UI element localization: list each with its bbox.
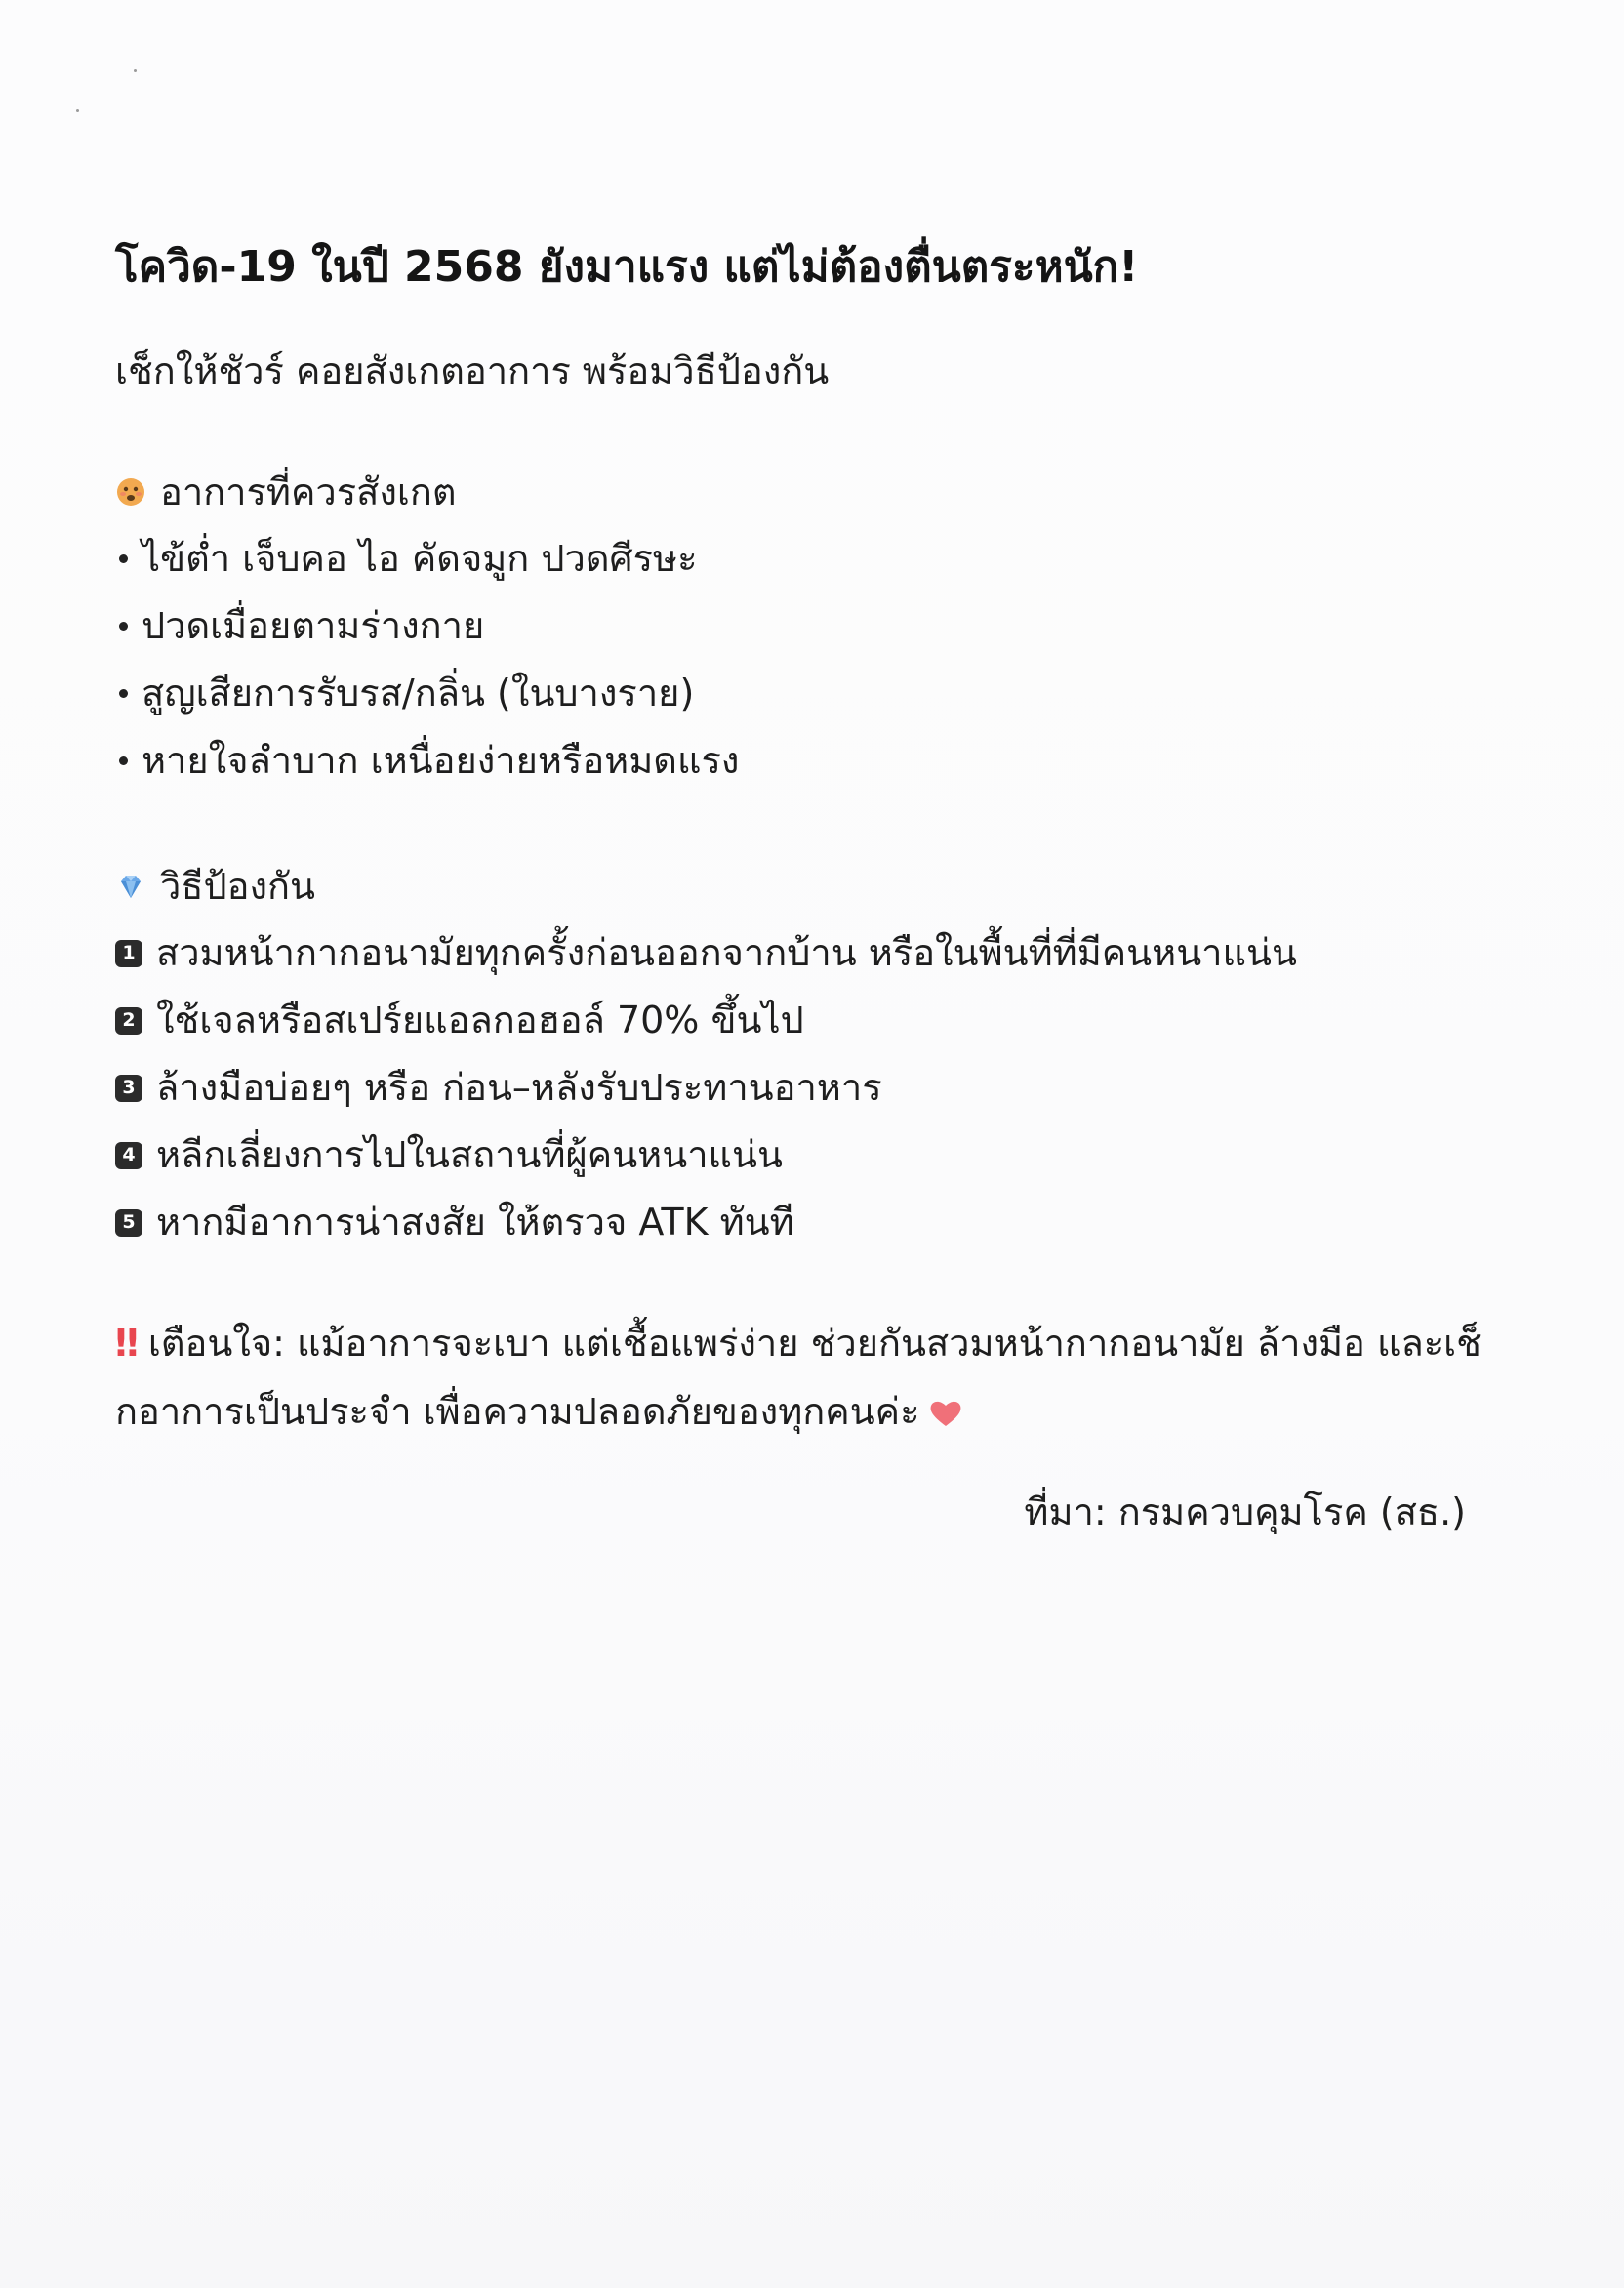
list-item <box>115 1189 1521 1256</box>
list-item-text: ล้างมือบ่อยๆ หรือ ก่อน–หลังรับประทานอาหาร <box>156 1066 882 1109</box>
list-item-text: สวมหน้ากากอนามัยทุกครั้งก่อนออกจากบ้าน หรือในพื้นที่ที่มีคนหนาแน่น <box>156 931 1297 974</box>
list-item-text: หากมีอาการน่าสงสัย ให้ตรวจ ATK ทันที <box>156 1201 794 1244</box>
list-item-text: หายใจลำบาก เหนื่อยง่ายหรือหมดแรง <box>142 739 740 782</box>
double-exclamation-icon: ‼ <box>115 1322 139 1365</box>
prevention-heading-label: วิธีป้องกัน <box>160 865 316 908</box>
list-item <box>115 987 1521 1054</box>
list-item <box>115 525 1521 592</box>
list-item <box>115 919 1521 987</box>
document-content <box>115 232 1521 1541</box>
source-credit: ที่มา: กรมควบคุมโรค (สธ.) <box>1024 1491 1466 1533</box>
warning-text: เตือนใจ: แม้อาการจะเบา แต่เชื้อแพร่ง่าย ช่วยกันสวมหน้ากากอนามัย ล้างมือ และเช็กอาการเป็นประจำ เพื่อความปลอดภัยของทุกคนค่ะ <box>115 1322 1482 1433</box>
number-badge-icon: 1 <box>115 940 142 967</box>
warning-paragraph <box>115 1309 1521 1446</box>
list-item <box>115 727 1521 795</box>
number-badge-icon: 5 <box>115 1209 142 1237</box>
bullet-icon <box>119 622 128 631</box>
number-badge-icon: 3 <box>115 1075 142 1102</box>
document-subtitle: เช็กให้ชัวร์ คอยสังเกตอาการ พร้อมวิธีป้องกัน <box>115 349 830 392</box>
symptoms-heading-label: อาการที่ควรสังเกต <box>160 470 457 513</box>
list-item <box>115 1054 1521 1122</box>
scan-speck <box>76 109 79 112</box>
symptoms-heading <box>115 459 1521 525</box>
bullet-icon <box>119 689 128 698</box>
bullet-icon <box>119 554 128 563</box>
prevention-heading <box>115 853 1521 919</box>
bullet-icon <box>119 756 128 765</box>
list-item <box>115 592 1521 660</box>
number-badge-icon: 2 <box>115 1007 142 1035</box>
gem-icon <box>115 871 146 902</box>
list-item-text: หลีกเลี่ยงการไปในสถานที่ผู้คนหนาแน่น <box>156 1133 783 1176</box>
number-badge-icon: 4 <box>115 1142 142 1169</box>
document-title: โควิด-19 ในปี 2568 ยังมาแรง แต่ไม่ต้องตื่นตระหนัก! <box>115 242 1139 292</box>
sick-face-icon <box>115 476 146 508</box>
heart-icon <box>928 1399 963 1428</box>
list-item-text: ไข้ต่ำ เจ็บคอ ไอ คัดจมูก ปวดศีรษะ <box>142 537 698 580</box>
scan-speck <box>134 69 137 72</box>
list-item-text: ใช้เจลหรือสเปร์ยแอลกอฮอล์ 70% ขึ้นไป <box>156 999 804 1042</box>
list-item-text: ปวดเมื่อยตามร่างกาย <box>142 604 485 647</box>
list-item <box>115 1122 1521 1189</box>
symptoms-list <box>115 525 1521 795</box>
list-item-text: สูญเสียการรับรส/กลิ่น (ในบางราย) <box>142 672 695 715</box>
list-item <box>115 660 1521 727</box>
prevention-list <box>115 919 1521 1256</box>
